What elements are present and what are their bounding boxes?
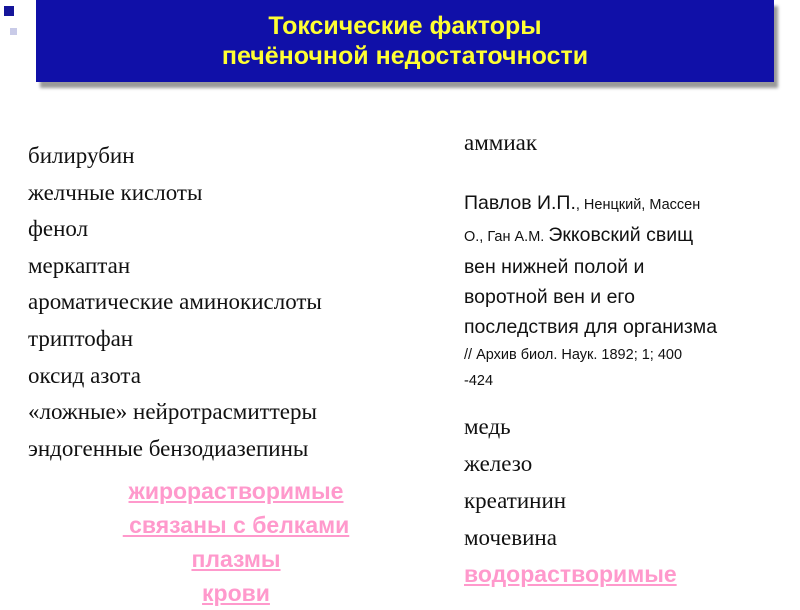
slide-bullet-small-icon bbox=[10, 28, 17, 35]
list-item: оксид азота bbox=[28, 362, 141, 388]
list-item: креатинин bbox=[464, 488, 567, 513]
reference-citation bbox=[464, 188, 794, 394]
fat-soluble-note-line: крови bbox=[202, 580, 270, 606]
list-item: «ложные» нейротрасмиттеры bbox=[28, 399, 317, 425]
list-item: железо bbox=[464, 451, 533, 476]
reference-author: Павлов И.П. bbox=[464, 192, 576, 214]
list-item: медь bbox=[464, 414, 511, 439]
reference-title-part: вен нижней полой и bbox=[464, 256, 645, 278]
fat-soluble-note-line: плазмы bbox=[191, 546, 281, 572]
list-item: эндогенные бензодиазепины bbox=[28, 435, 309, 461]
toxic-factors-list bbox=[28, 138, 448, 467]
list-item: билирубин bbox=[28, 143, 135, 168]
list-item: мочевина bbox=[464, 525, 557, 550]
water-soluble-list bbox=[464, 408, 677, 593]
list-item: триптофан bbox=[28, 325, 134, 351]
list-item: меркаптан bbox=[28, 252, 131, 278]
list-item: фенол bbox=[28, 216, 89, 242]
reference-title-part: Экковский свищ bbox=[548, 224, 694, 246]
reference-coauthors: , Ненцкий, Массен bbox=[575, 197, 701, 213]
slide-title-banner bbox=[36, 0, 774, 82]
reference-title-part: воротной вен и его bbox=[464, 286, 635, 308]
ammonia-label: аммиак bbox=[464, 130, 538, 155]
reference-pages: -424 bbox=[464, 373, 494, 389]
slide-title-line-1: Токсические факторы bbox=[268, 12, 542, 40]
fat-soluble-note-line: связаны с белками bbox=[122, 512, 350, 538]
list-item: ароматические аминокислоты bbox=[28, 289, 322, 315]
reference-title-part: последствия для организма bbox=[464, 316, 718, 338]
water-soluble-note: водорастворимые bbox=[464, 561, 677, 587]
list-item: желчные кислоты bbox=[28, 179, 203, 205]
fat-soluble-note bbox=[30, 474, 442, 610]
fat-soluble-note-line: жирорастворимые bbox=[128, 478, 344, 504]
reference-source: // Архив биол. Наук. 1892; 1; 400 bbox=[464, 347, 683, 363]
slide-bullet-icon bbox=[4, 6, 14, 16]
slide-title-line-2: печёночной недостаточности bbox=[221, 42, 589, 70]
reference-coauthors-2: О., Ган А.М. bbox=[464, 229, 549, 245]
